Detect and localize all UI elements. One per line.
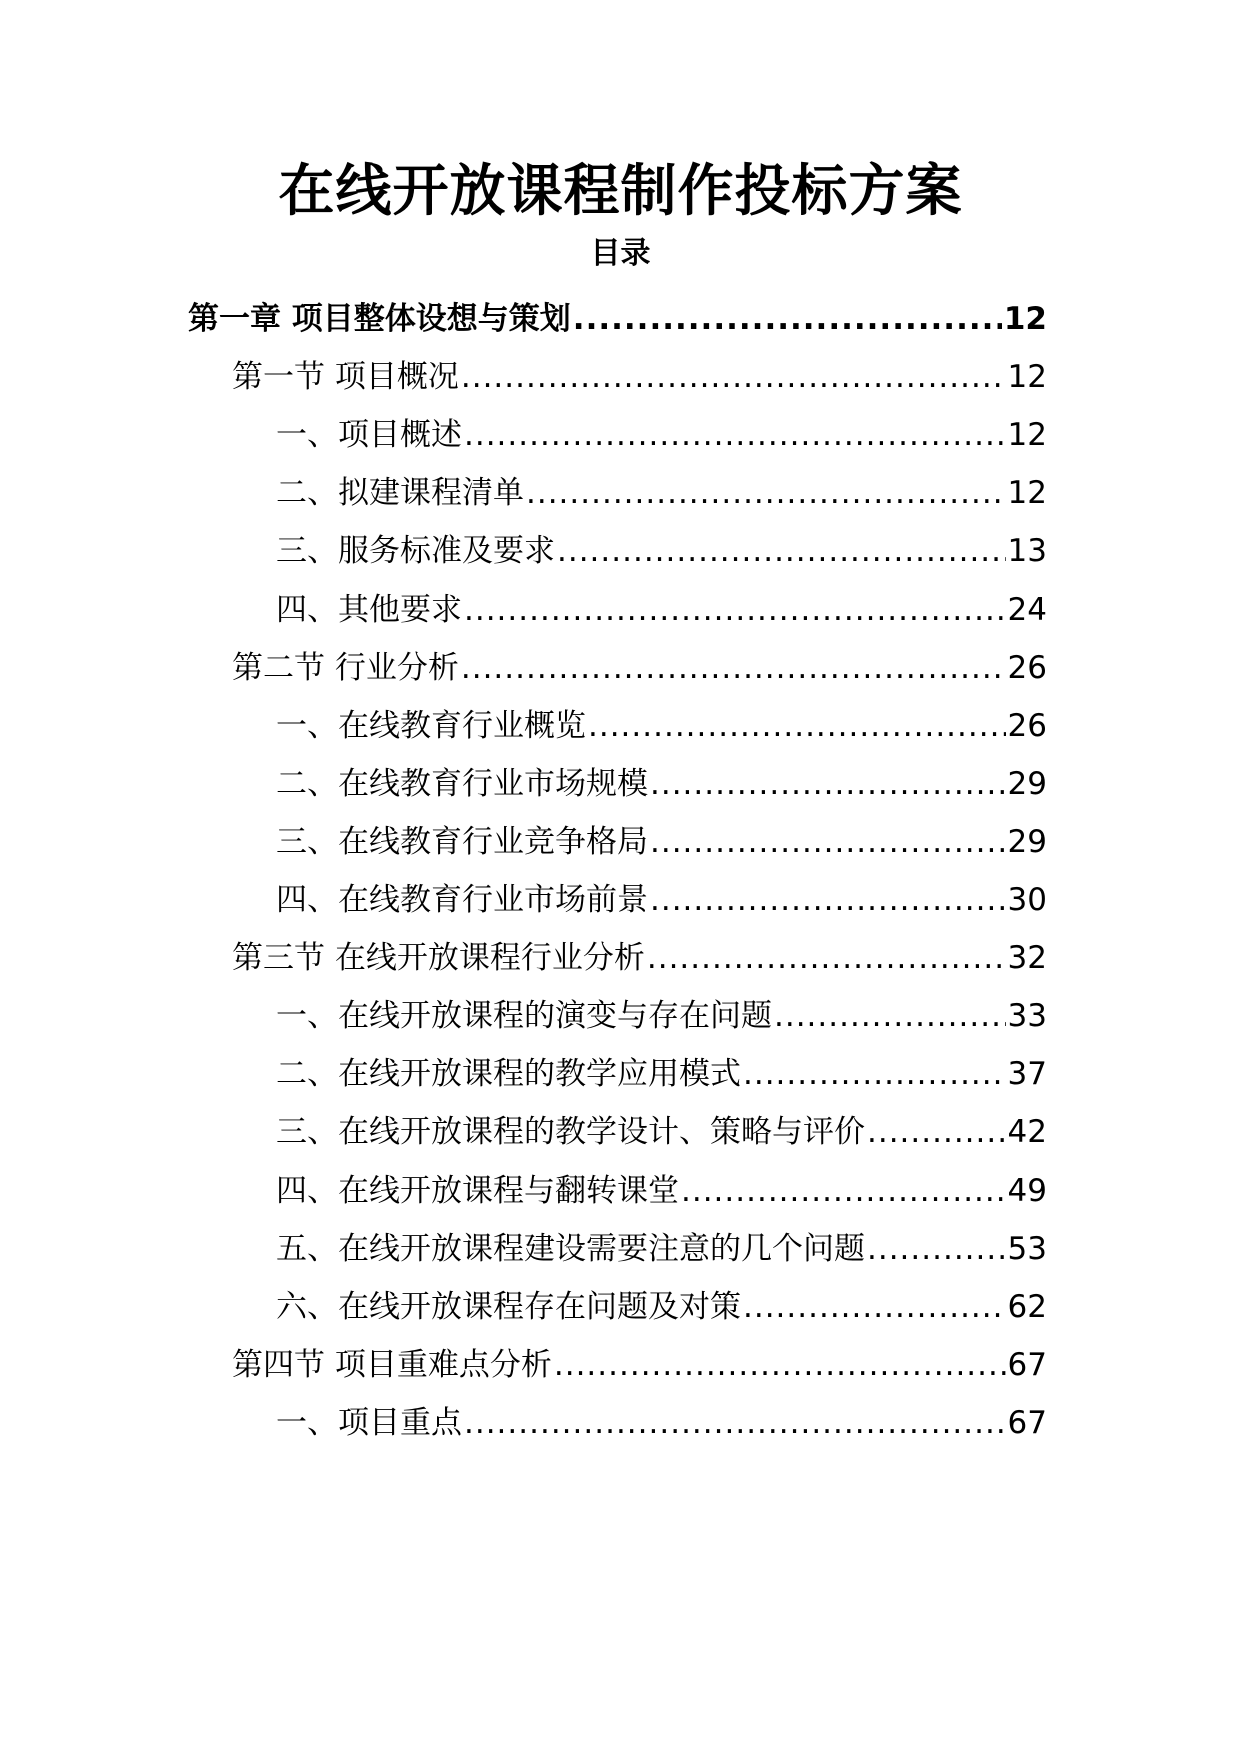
toc-page-number: 29	[1007, 823, 1047, 860]
toc-section-entry[interactable]	[232, 935, 1047, 981]
toc-chapter-entry[interactable]	[188, 296, 1047, 342]
toc-dot-leader	[743, 1051, 1006, 1097]
toc-entry-label: 三、在线开放课程的教学设计、策略与评价	[276, 1114, 865, 1151]
toc-page-number: 62	[1007, 1288, 1047, 1325]
toc-subsection-entry[interactable]	[276, 412, 1047, 458]
toc-entry-label: 一、在线教育行业概览	[276, 707, 586, 744]
toc-subsection-entry[interactable]	[276, 1400, 1047, 1446]
toc-subsection-entry[interactable]	[276, 877, 1047, 923]
toc-dot-leader	[647, 935, 1006, 981]
toc-subsection-entry[interactable]	[276, 993, 1047, 1039]
toc-dot-leader	[461, 354, 1006, 400]
toc-subsection-entry[interactable]	[276, 703, 1047, 749]
toc-page-number: 12	[1007, 359, 1047, 396]
toc-page-number: 12	[1007, 417, 1047, 454]
toc-entry-label: 二、在线教育行业市场规模	[276, 765, 648, 802]
toc-entry-label: 一、在线开放课程的演变与存在问题	[276, 998, 772, 1035]
toc-dot-leader	[743, 1284, 1006, 1330]
toc-page-number: 26	[1007, 707, 1047, 744]
toc-entry-label: 三、在线教育行业竞争格局	[276, 823, 648, 860]
toc-subsection-entry[interactable]	[276, 1109, 1047, 1155]
toc-page-number: 67	[1007, 1404, 1047, 1441]
toc-entry-label: 二、在线开放课程的教学应用模式	[276, 1056, 741, 1093]
toc-dot-leader	[650, 877, 1006, 923]
toc-entry-label: 四、在线教育行业市场前景	[276, 882, 648, 918]
toc-page-number: 26	[1007, 649, 1047, 686]
toc-page-number: 30	[1007, 882, 1047, 918]
toc-page-number: 12	[1003, 301, 1047, 337]
toc-section-entry[interactable]	[232, 1342, 1047, 1388]
toc-page-number: 24	[1007, 591, 1047, 628]
toc-dot-leader	[774, 993, 1006, 1039]
document-title: 在线开放课程制作投标方案	[278, 159, 963, 224]
toc-entry-label: 第四节 项目重难点分析	[232, 1346, 552, 1383]
toc-subsection-entry[interactable]	[276, 1226, 1047, 1272]
toc-subsection-entry[interactable]	[276, 470, 1047, 516]
toc-page-number: 53	[1007, 1230, 1047, 1267]
toc-page-number: 49	[1007, 1172, 1047, 1209]
toc-dot-leader	[464, 1400, 1006, 1446]
toc-entry-label: 二、拟建课程清单	[276, 475, 524, 512]
toc-entry-label: 四、其他要求	[276, 591, 462, 628]
toc-dot-leader	[464, 412, 1006, 458]
toc-subsection-entry[interactable]	[276, 1284, 1047, 1330]
toc-dot-leader	[464, 587, 1006, 633]
toc-heading: 目录	[590, 236, 651, 271]
toc-entry-label: 第三节 在线开放课程行业分析	[232, 940, 645, 977]
toc-dot-leader	[554, 1342, 1006, 1388]
toc-entry-label: 第一章 项目整体设想与策划	[188, 301, 571, 337]
toc-dot-leader	[681, 1168, 1006, 1214]
toc-subsection-entry[interactable]	[276, 1051, 1047, 1097]
toc-section-entry[interactable]	[232, 645, 1047, 691]
toc-entry-label: 三、服务标准及要求	[276, 533, 555, 570]
toc-page-number: 12	[1007, 475, 1047, 512]
toc-subsection-entry[interactable]	[276, 1168, 1047, 1214]
toc-page-number: 37	[1007, 1056, 1047, 1093]
toc-entry-label: 第一节 项目概况	[232, 359, 459, 396]
toc-dot-leader	[867, 1226, 1006, 1272]
toc-dot-leader	[526, 470, 1006, 516]
toc-page-number: 33	[1007, 998, 1047, 1035]
toc-subsection-entry[interactable]	[276, 528, 1047, 574]
toc-page-number: 32	[1007, 940, 1047, 977]
toc-entry-label: 四、在线开放课程与翻转课堂	[276, 1172, 679, 1209]
toc-dot-leader	[650, 819, 1006, 865]
toc-dot-leader	[461, 645, 1006, 691]
toc-dot-leader	[588, 703, 1006, 749]
toc-dot-leader	[557, 528, 1006, 574]
toc-subsection-entry[interactable]	[276, 761, 1047, 807]
toc-entry-label: 一、项目概述	[276, 417, 462, 454]
toc-dot-leader	[867, 1109, 1006, 1155]
toc-page-number: 42	[1007, 1114, 1047, 1151]
toc-entry-label: 六、在线开放课程存在问题及对策	[276, 1288, 741, 1325]
toc-page-number: 13	[1007, 533, 1047, 570]
toc-entry-label: 五、在线开放课程建设需要注意的几个问题	[276, 1230, 865, 1267]
toc-subsection-entry[interactable]	[276, 587, 1047, 633]
toc-section-entry[interactable]	[232, 354, 1047, 400]
toc-entry-label: 一、项目重点	[276, 1404, 462, 1441]
toc-page-number: 29	[1007, 765, 1047, 802]
toc-page-number: 67	[1007, 1346, 1047, 1383]
toc-entry-label: 第二节 行业分析	[232, 649, 459, 686]
toc-dot-leader	[650, 761, 1006, 807]
toc-dot-leader	[573, 296, 1002, 342]
toc-subsection-entry[interactable]	[276, 819, 1047, 865]
